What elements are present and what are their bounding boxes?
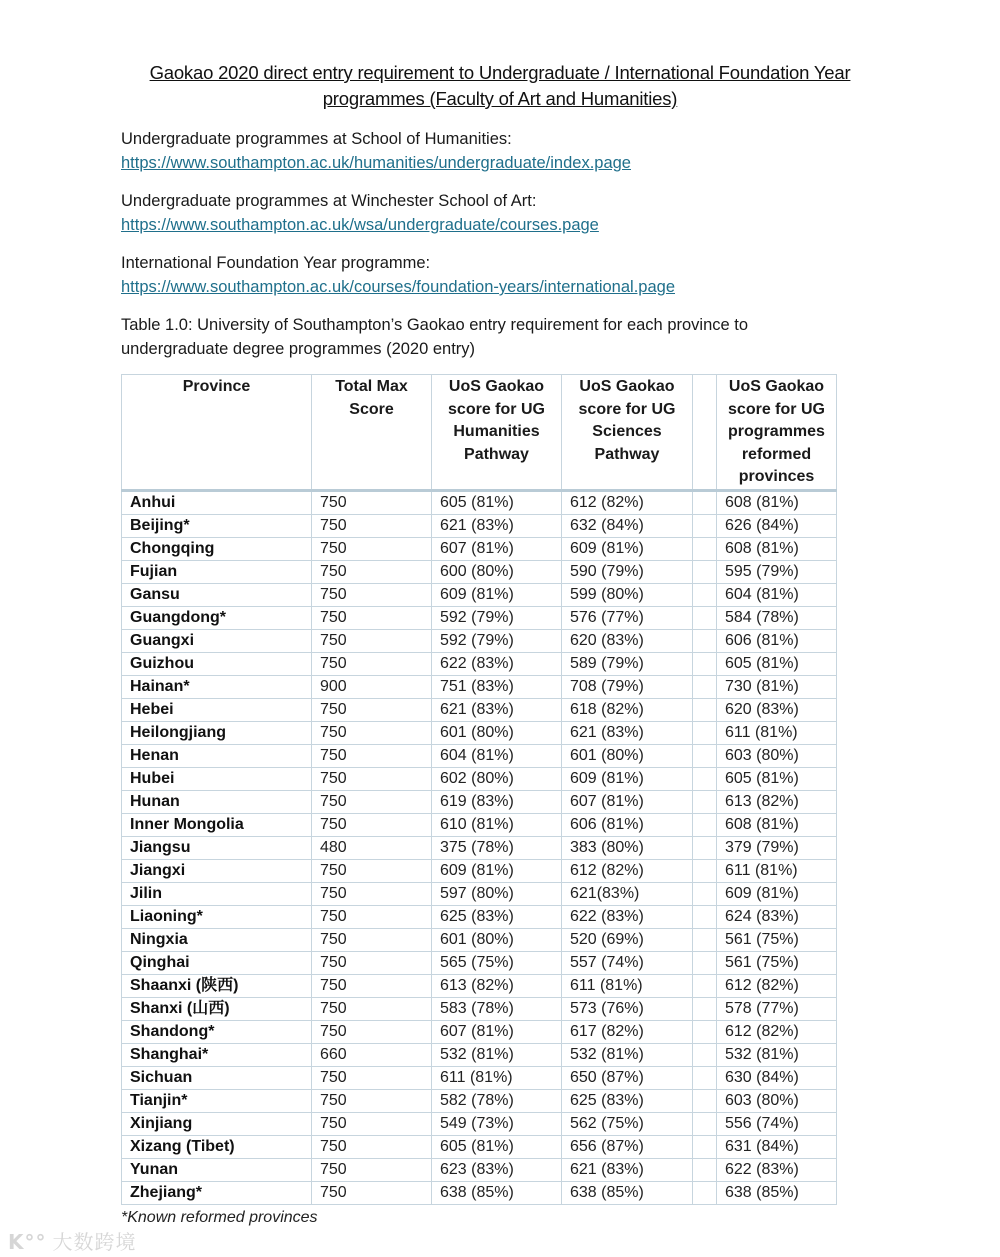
- cell-sciences-score: 573 (76%): [562, 997, 693, 1020]
- table-row: [122, 514, 837, 537]
- cell-province: Zhejiang*: [122, 1181, 312, 1204]
- humanities-link[interactable]: https://www.southampton.ac.uk/humanities/undergraduate/index.page: [121, 154, 631, 172]
- cell-sciences-score: 621 (83%): [562, 1158, 693, 1181]
- cell-total-max-score: 750: [312, 1181, 432, 1204]
- cell-sciences-score: 622 (83%): [562, 905, 693, 928]
- cell-reformed-score: 626 (84%): [717, 514, 837, 537]
- cell-humanities-score: 607 (81%): [432, 1020, 562, 1043]
- table-row: [122, 928, 837, 951]
- header-reformed-score: UoS Gaokao score for UG programmes reformed provinces: [717, 375, 837, 491]
- cell-humanities-score: 623 (83%): [432, 1158, 562, 1181]
- cell-sciences-score: 562 (75%): [562, 1112, 693, 1135]
- cell-reformed-score: 630 (84%): [717, 1066, 837, 1089]
- header-empty: [693, 375, 717, 491]
- cell-sciences-score: 620 (83%): [562, 629, 693, 652]
- cell-total-max-score: 750: [312, 490, 432, 514]
- cell-humanities-score: 605 (81%): [432, 1135, 562, 1158]
- cell-total-max-score: 750: [312, 583, 432, 606]
- cell-reformed-score: 608 (81%): [717, 537, 837, 560]
- cell-total-max-score: 750: [312, 744, 432, 767]
- cell-humanities-score: 602 (80%): [432, 767, 562, 790]
- cell-sciences-score: 708 (79%): [562, 675, 693, 698]
- cell-sciences-score: 520 (69%): [562, 928, 693, 951]
- table-row: [122, 629, 837, 652]
- cell-empty: [693, 721, 717, 744]
- cell-total-max-score: 750: [312, 698, 432, 721]
- cell-province: Beijing*: [122, 514, 312, 537]
- cell-sciences-score: 557 (74%): [562, 951, 693, 974]
- cell-province: Heilongjiang: [122, 721, 312, 744]
- cell-humanities-score: 592 (79%): [432, 629, 562, 652]
- cell-province: Anhui: [122, 490, 312, 514]
- cell-humanities-score: 607 (81%): [432, 537, 562, 560]
- cell-sciences-score: 606 (81%): [562, 813, 693, 836]
- wsa-link-block: [121, 189, 599, 237]
- cell-province: Qinghai: [122, 951, 312, 974]
- cell-province: Jiangsu: [122, 836, 312, 859]
- wsa-link[interactable]: https://www.southampton.ac.uk/wsa/undergraduate/courses.page: [121, 216, 599, 234]
- gaokao-requirements-table: [121, 374, 837, 1205]
- cell-empty: [693, 1135, 717, 1158]
- cell-empty: [693, 1181, 717, 1204]
- cell-province: Gansu: [122, 583, 312, 606]
- cell-sciences-score: 650 (87%): [562, 1066, 693, 1089]
- table-row: [122, 744, 837, 767]
- cell-humanities-score: 751 (83%): [432, 675, 562, 698]
- cell-sciences-score: 618 (82%): [562, 698, 693, 721]
- cell-province: Chongqing: [122, 537, 312, 560]
- wsa-link-label: Undergraduate programmes at Winchester School of Art:: [121, 192, 537, 210]
- cell-total-max-score: 750: [312, 882, 432, 905]
- cell-reformed-score: 561 (75%): [717, 951, 837, 974]
- cell-reformed-score: 532 (81%): [717, 1043, 837, 1066]
- cell-total-max-score: 750: [312, 859, 432, 882]
- header-sciences-score: UoS Gaokao score for UG Sciences Pathway: [562, 375, 693, 491]
- cell-province: Shanghai*: [122, 1043, 312, 1066]
- cell-sciences-score: 576 (77%): [562, 606, 693, 629]
- cell-province: Ningxia: [122, 928, 312, 951]
- cell-sciences-score: 621(83%): [562, 882, 693, 905]
- cell-empty: [693, 997, 717, 1020]
- cell-total-max-score: 480: [312, 836, 432, 859]
- foundation-link-label: International Foundation Year programme:: [121, 254, 431, 272]
- cell-humanities-score: 621 (83%): [432, 514, 562, 537]
- cell-reformed-score: 379 (79%): [717, 836, 837, 859]
- cell-empty: [693, 744, 717, 767]
- cell-humanities-score: 610 (81%): [432, 813, 562, 836]
- cell-province: Sichuan: [122, 1066, 312, 1089]
- table-row: [122, 859, 837, 882]
- cell-province: Liaoning*: [122, 905, 312, 928]
- cell-empty: [693, 836, 717, 859]
- cell-sciences-score: 609 (81%): [562, 767, 693, 790]
- cell-empty: [693, 882, 717, 905]
- cell-empty: [693, 974, 717, 997]
- cell-province: Hebei: [122, 698, 312, 721]
- table-row: [122, 652, 837, 675]
- cell-sciences-score: 611 (81%): [562, 974, 693, 997]
- cell-province: Guangdong*: [122, 606, 312, 629]
- cell-sciences-score: 609 (81%): [562, 537, 693, 560]
- cell-reformed-score: 608 (81%): [717, 490, 837, 514]
- cell-total-max-score: 750: [312, 721, 432, 744]
- cell-total-max-score: 750: [312, 928, 432, 951]
- cell-province: Tianjin*: [122, 1089, 312, 1112]
- cell-empty: [693, 698, 717, 721]
- cell-total-max-score: 750: [312, 905, 432, 928]
- cell-humanities-score: 592 (79%): [432, 606, 562, 629]
- cell-reformed-score: 611 (81%): [717, 859, 837, 882]
- cell-sciences-score: 532 (81%): [562, 1043, 693, 1066]
- table-row: [122, 583, 837, 606]
- cell-total-max-score: 750: [312, 767, 432, 790]
- cell-empty: [693, 859, 717, 882]
- foundation-link[interactable]: https://www.southampton.ac.uk/courses/foundation-years/international.page: [121, 278, 675, 296]
- table-row: [122, 698, 837, 721]
- cell-province: Shanxi (山西): [122, 997, 312, 1020]
- cell-reformed-score: 620 (83%): [717, 698, 837, 721]
- cell-reformed-score: 612 (82%): [717, 974, 837, 997]
- cell-province: Guizhou: [122, 652, 312, 675]
- cell-total-max-score: 750: [312, 997, 432, 1020]
- cell-empty: [693, 928, 717, 951]
- table-row: [122, 490, 837, 514]
- footnote: *Known reformed provinces: [121, 1209, 318, 1226]
- humanities-link-label: Undergraduate programmes at School of Humanities:: [121, 130, 512, 148]
- cell-humanities-score: 549 (73%): [432, 1112, 562, 1135]
- cell-sciences-score: 621 (83%): [562, 721, 693, 744]
- cell-sciences-score: 589 (79%): [562, 652, 693, 675]
- cell-province: Jilin: [122, 882, 312, 905]
- cell-total-max-score: 750: [312, 813, 432, 836]
- cell-reformed-score: 730 (81%): [717, 675, 837, 698]
- cell-humanities-score: 601 (80%): [432, 721, 562, 744]
- table-row: [122, 537, 837, 560]
- cell-reformed-score: 606 (81%): [717, 629, 837, 652]
- table-row: [122, 675, 837, 698]
- table-row: [122, 836, 837, 859]
- watermark-text: 大数跨境: [52, 1230, 137, 1254]
- cell-sciences-score: 383 (80%): [562, 836, 693, 859]
- table-row: [122, 560, 837, 583]
- cell-empty: [693, 560, 717, 583]
- cell-sciences-score: 590 (79%): [562, 560, 693, 583]
- cell-sciences-score: 612 (82%): [562, 859, 693, 882]
- table-row: [122, 767, 837, 790]
- cell-humanities-score: 638 (85%): [432, 1181, 562, 1204]
- table-row: [122, 951, 837, 974]
- cell-humanities-score: 611 (81%): [432, 1066, 562, 1089]
- header-total-max-score: Total Max Score: [312, 375, 432, 491]
- cell-empty: [693, 1020, 717, 1043]
- cell-province: Guangxi: [122, 629, 312, 652]
- table-row: [122, 606, 837, 629]
- cell-empty: [693, 514, 717, 537]
- cell-reformed-score: 584 (78%): [717, 606, 837, 629]
- cell-total-max-score: 900: [312, 675, 432, 698]
- table-header-row: [122, 375, 837, 491]
- table-row: [122, 1066, 837, 1089]
- cell-humanities-score: 597 (80%): [432, 882, 562, 905]
- table-row: [122, 1181, 837, 1204]
- cell-sciences-score: 625 (83%): [562, 1089, 693, 1112]
- table-row: [122, 997, 837, 1020]
- cell-province: Henan: [122, 744, 312, 767]
- cell-reformed-score: 604 (81%): [717, 583, 837, 606]
- cell-empty: [693, 583, 717, 606]
- cell-humanities-score: 621 (83%): [432, 698, 562, 721]
- cell-province: Hubei: [122, 767, 312, 790]
- cell-empty: [693, 652, 717, 675]
- cell-empty: [693, 813, 717, 836]
- cell-humanities-score: 604 (81%): [432, 744, 562, 767]
- cell-sciences-score: 632 (84%): [562, 514, 693, 537]
- cell-humanities-score: 619 (83%): [432, 790, 562, 813]
- table-row: [122, 790, 837, 813]
- cell-reformed-score: 631 (84%): [717, 1135, 837, 1158]
- foundation-link-block: [121, 251, 675, 299]
- cell-reformed-score: 605 (81%): [717, 652, 837, 675]
- cell-empty: [693, 1112, 717, 1135]
- cell-reformed-score: 595 (79%): [717, 560, 837, 583]
- cell-humanities-score: 582 (78%): [432, 1089, 562, 1112]
- table-row: [122, 1043, 837, 1066]
- cell-empty: [693, 490, 717, 514]
- cell-empty: [693, 629, 717, 652]
- cell-total-max-score: 750: [312, 974, 432, 997]
- table-row: [122, 813, 837, 836]
- cell-humanities-score: 375 (78%): [432, 836, 562, 859]
- cell-total-max-score: 750: [312, 629, 432, 652]
- cell-province: Fujian: [122, 560, 312, 583]
- cell-sciences-score: 599 (80%): [562, 583, 693, 606]
- cell-empty: [693, 606, 717, 629]
- cell-empty: [693, 1158, 717, 1181]
- cell-province: Hainan*: [122, 675, 312, 698]
- cell-total-max-score: 750: [312, 537, 432, 560]
- cell-humanities-score: 601 (80%): [432, 928, 562, 951]
- table-row: [122, 974, 837, 997]
- watermark: [8, 1226, 137, 1255]
- document-title: Gaokao 2020 direct entry requirement to Undergraduate / International Foundation Year programmes (Faculty of Art and Humanities): [149, 62, 851, 109]
- cell-humanities-score: 622 (83%): [432, 652, 562, 675]
- cell-province: Xizang (Tibet): [122, 1135, 312, 1158]
- table-row: [122, 1158, 837, 1181]
- cell-reformed-score: 605 (81%): [717, 767, 837, 790]
- cell-empty: [693, 790, 717, 813]
- cell-total-max-score: 750: [312, 606, 432, 629]
- table-row: [122, 1089, 837, 1112]
- cell-humanities-score: 565 (75%): [432, 951, 562, 974]
- cell-reformed-score: 603 (80%): [717, 1089, 837, 1112]
- cell-total-max-score: 750: [312, 1066, 432, 1089]
- cell-total-max-score: 750: [312, 790, 432, 813]
- cell-total-max-score: 750: [312, 652, 432, 675]
- cell-reformed-score: 613 (82%): [717, 790, 837, 813]
- table-row: [122, 1112, 837, 1135]
- cell-reformed-score: 622 (83%): [717, 1158, 837, 1181]
- cell-reformed-score: 624 (83%): [717, 905, 837, 928]
- table-row: [122, 721, 837, 744]
- cell-sciences-score: 638 (85%): [562, 1181, 693, 1204]
- cell-total-max-score: 750: [312, 1089, 432, 1112]
- cell-reformed-score: 561 (75%): [717, 928, 837, 951]
- cell-humanities-score: 583 (78%): [432, 997, 562, 1020]
- cell-province: Inner Mongolia: [122, 813, 312, 836]
- cell-reformed-score: 608 (81%): [717, 813, 837, 836]
- cell-reformed-score: 556 (74%): [717, 1112, 837, 1135]
- cell-humanities-score: 609 (81%): [432, 583, 562, 606]
- cell-humanities-score: 609 (81%): [432, 859, 562, 882]
- cell-total-max-score: 660: [312, 1043, 432, 1066]
- cell-empty: [693, 1066, 717, 1089]
- cell-sciences-score: 656 (87%): [562, 1135, 693, 1158]
- table-row: [122, 905, 837, 928]
- cell-reformed-score: 578 (77%): [717, 997, 837, 1020]
- cell-total-max-score: 750: [312, 1112, 432, 1135]
- cell-reformed-score: 603 (80%): [717, 744, 837, 767]
- cell-total-max-score: 750: [312, 951, 432, 974]
- cell-humanities-score: 625 (83%): [432, 905, 562, 928]
- cell-empty: [693, 675, 717, 698]
- cell-sciences-score: 612 (82%): [562, 490, 693, 514]
- cell-reformed-score: 609 (81%): [717, 882, 837, 905]
- cell-reformed-score: 638 (85%): [717, 1181, 837, 1204]
- cell-province: Shaanxi (陕西): [122, 974, 312, 997]
- cell-total-max-score: 750: [312, 1158, 432, 1181]
- cell-province: Hunan: [122, 790, 312, 813]
- cell-total-max-score: 750: [312, 1135, 432, 1158]
- cell-empty: [693, 1089, 717, 1112]
- cell-reformed-score: 611 (81%): [717, 721, 837, 744]
- cell-empty: [693, 951, 717, 974]
- cell-empty: [693, 1043, 717, 1066]
- table-caption: Table 1.0: University of Southampton’s Gaokao entry requirement for each province to undergraduate degree programmes (2020 entry): [121, 316, 749, 358]
- cell-province: Jiangxi: [122, 859, 312, 882]
- header-province: Province: [122, 375, 312, 491]
- cell-province: Xinjiang: [122, 1112, 312, 1135]
- cell-humanities-score: 600 (80%): [432, 560, 562, 583]
- cell-total-max-score: 750: [312, 514, 432, 537]
- cell-province: Yunan: [122, 1158, 312, 1181]
- cell-sciences-score: 607 (81%): [562, 790, 693, 813]
- table-row: [122, 1135, 837, 1158]
- cell-province: Shandong*: [122, 1020, 312, 1043]
- cell-empty: [693, 905, 717, 928]
- cell-humanities-score: 613 (82%): [432, 974, 562, 997]
- cell-empty: [693, 537, 717, 560]
- humanities-link-block: [121, 127, 631, 175]
- cell-sciences-score: 617 (82%): [562, 1020, 693, 1043]
- header-humanities-score: UoS Gaokao score for UG Humanities Pathway: [432, 375, 562, 491]
- cell-humanities-score: 532 (81%): [432, 1043, 562, 1066]
- cell-total-max-score: 750: [312, 560, 432, 583]
- cell-sciences-score: 601 (80%): [562, 744, 693, 767]
- watermark-logo-icon: K°°: [8, 1230, 47, 1254]
- cell-empty: [693, 767, 717, 790]
- cell-humanities-score: 605 (81%): [432, 490, 562, 514]
- table-row: [122, 882, 837, 905]
- cell-reformed-score: 612 (82%): [717, 1020, 837, 1043]
- table-row: [122, 1020, 837, 1043]
- cell-total-max-score: 750: [312, 1020, 432, 1043]
